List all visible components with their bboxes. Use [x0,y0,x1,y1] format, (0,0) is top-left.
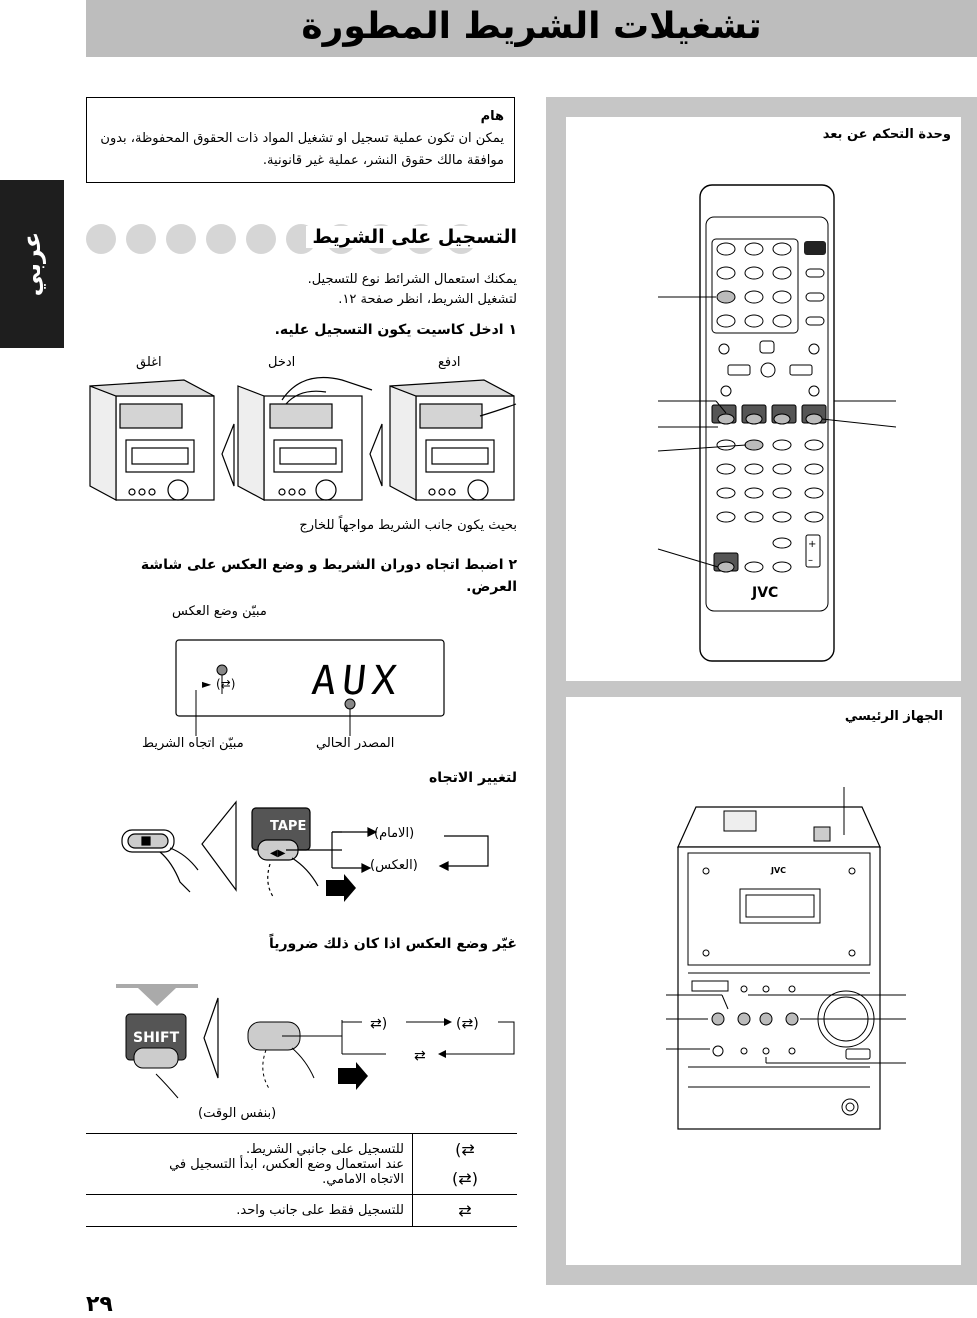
page-title-bar [86,0,977,57]
unit-title: الجهاز الرئيسي [844,709,943,724]
legend-icon-cell [413,1195,518,1227]
remote-control-illustration [656,183,896,667]
decor-dot [246,224,276,254]
page-number: ٢٩ [86,1292,113,1317]
reverse-mode-indicator-label: مبيّن وضع العكس [172,604,267,619]
legend-text-line: للتسجيل على جانبي الشريط. [245,1141,404,1157]
display-panel-illustration [140,626,460,738]
language-label: عربي [18,231,46,297]
legend-text [86,1134,413,1195]
important-note-box [86,97,515,183]
remote-brand-logo: JVC [752,585,779,601]
right-reference-panel [546,97,977,1285]
svg-text:+: + [808,539,817,550]
legend-row [86,1134,517,1195]
single-side-icon: ⇄ [458,1201,472,1220]
svg-text:–: – [808,555,813,566]
intro-line-1: يمكنك استعمال الشرائط نوع للتسجيل. [307,272,517,287]
svg-text:◀▶: ◀▶ [270,848,286,859]
forward-label: (الامام) [374,826,415,841]
tape-button-label: TAPE [270,819,307,834]
main-unit-box [566,697,961,1265]
reverse-label: (العكس) [370,858,418,873]
step-2-line-2: العرض. [466,579,517,595]
intro-line-2: لتشغيل الشريط، انظر صفحة ١٢. [338,292,517,307]
shift-reverse-mode-illustration [106,984,526,1102]
language-side-tab [0,180,64,348]
legend-text-line: للتسجيل فقط على جانب واحد. [236,1203,404,1218]
label-push: ادفع [438,355,461,370]
page-title: تشغيلات الشريط المطورة [301,6,762,47]
decor-dot [86,224,116,254]
svg-text:JVC: JVC [771,866,787,875]
section-title: التسجيل على الشريط [306,226,517,248]
one-way-reverse-icon: ⇄) [455,1140,475,1159]
note-line-2: موافقة مالك حقوق النشر، عملية غير قانونية. [262,153,504,168]
decor-dot [206,224,236,254]
legend-row [86,1195,517,1227]
label-close: اغلق [136,355,162,370]
shift-button-label: SHIFT [133,1030,180,1046]
remote-control-box [566,117,961,681]
legend-text [86,1195,413,1227]
step-1: ١ ادخل كاسيت يكون التسجيل عليه. [274,322,517,338]
svg-text:(⇄): (⇄) [456,1016,479,1032]
note-heading: هام [480,109,504,124]
remote-title: وحدة التحكم عن بعد [822,127,951,142]
reverse-mode-legend-table [86,1133,517,1227]
shift-caption: (بنفس الوقت) [198,1106,277,1121]
svg-text:(⇄): (⇄) [216,677,236,691]
legend-icon-cell [413,1134,518,1195]
main-unit-illustration [666,787,906,1137]
svg-text:⇄: ⇄ [414,1048,426,1064]
tape-direction-indicator-label: مبيّن اتجاه الشريط [142,736,244,751]
step-2-line-1: ٢ اضبط اتجاه دوران الشريط و وضع العكس على شاشة [140,557,517,573]
legend-text-line: عند استعمال وضع العكس، ابدأ التسجيل في [169,1156,404,1172]
decor-dot [126,224,156,254]
svg-text:►: ► [202,677,212,691]
change-mode-heading: غيّر وضع العكس اذا كان ذلك ضرورياً [268,936,517,952]
note-line-1: يمكن ان تكون عملية تسجيل او تشغيل المواد ذات الحقوق المحفوظة، بدون [100,131,504,146]
current-source-label: المصدر الحالي [316,736,395,751]
cassette-insert-illustration [86,374,520,508]
continuous-reverse-icon: (⇄) [452,1169,478,1188]
display-source-text: AUX [309,658,405,704]
label-insert: ادخل [268,355,296,370]
caption-tape-facing: بحيث يكون جانب الشريط مواجهاً للخارج [299,518,517,533]
tape-direction-illustration [110,796,510,906]
change-direction-heading: لتغيير الاتجاه [429,770,517,786]
svg-text:⇄): ⇄) [370,1016,388,1032]
legend-text-line: الاتجاه الامامي. [322,1171,404,1187]
decor-dot [166,224,196,254]
